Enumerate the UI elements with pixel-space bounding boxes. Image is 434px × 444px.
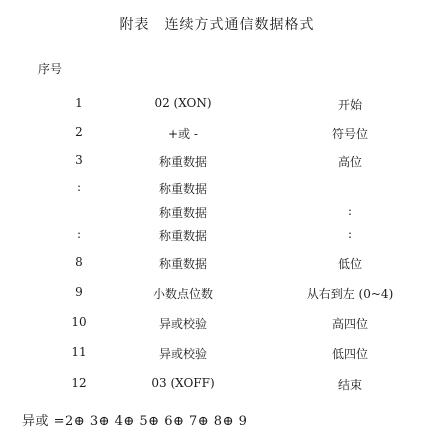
table-row	[0, 204, 434, 224]
row-seq: 10	[71, 315, 87, 329]
row-data: 02 (XON)	[154, 96, 212, 110]
row-desc: 低四位	[331, 347, 369, 361]
row-data: 03 (XOFF)	[151, 376, 215, 390]
table-row	[0, 345, 434, 365]
table-title: 附表 连续方式通信数据格式	[119, 17, 315, 33]
row-data: 称重数据	[158, 206, 208, 220]
seq-column-header: 序号	[38, 62, 63, 76]
table-row	[0, 255, 434, 275]
row-data: 小数点位数	[152, 287, 214, 301]
table-row	[0, 285, 434, 305]
table-row	[0, 180, 434, 200]
row-data: 称重数据	[158, 182, 208, 196]
row-data: 异或校验	[158, 317, 208, 331]
row-desc: 低位	[337, 257, 363, 271]
row-desc: 结束	[337, 378, 363, 392]
row-data: 称重数据	[158, 155, 208, 169]
row-data: 称重数据	[158, 229, 208, 243]
xor-formula: 异或 =2⊕ 3⊕ 4⊕ 5⊕ 6⊕ 7⊕ 8⊕ 9	[22, 414, 248, 429]
table-row	[0, 153, 434, 173]
row-data: +或 -	[168, 127, 198, 141]
row-seq: 9	[75, 285, 83, 299]
row-seq: 3	[75, 153, 83, 167]
row-desc: 开始	[337, 98, 363, 112]
row-desc: 符号位	[331, 127, 369, 141]
row-seq: 2	[75, 125, 83, 139]
row-seq: :	[76, 180, 82, 194]
row-seq: :	[76, 227, 82, 241]
table-row	[0, 376, 434, 396]
row-desc: 高四位	[331, 317, 369, 331]
row-data: 异或校验	[158, 347, 208, 361]
row-desc: :	[347, 204, 353, 218]
table-row	[0, 96, 434, 116]
row-seq: 1	[75, 96, 83, 110]
table-row	[0, 227, 434, 247]
row-seq: 12	[71, 376, 87, 390]
row-seq: 11	[71, 345, 87, 359]
row-desc: :	[347, 227, 353, 241]
row-desc: 从右到左 (0~4)	[306, 287, 394, 301]
row-desc: 高位	[337, 155, 363, 169]
table-row	[0, 315, 434, 335]
table-row	[0, 125, 434, 145]
row-data: 称重数据	[158, 257, 208, 271]
row-seq: 8	[75, 255, 83, 269]
